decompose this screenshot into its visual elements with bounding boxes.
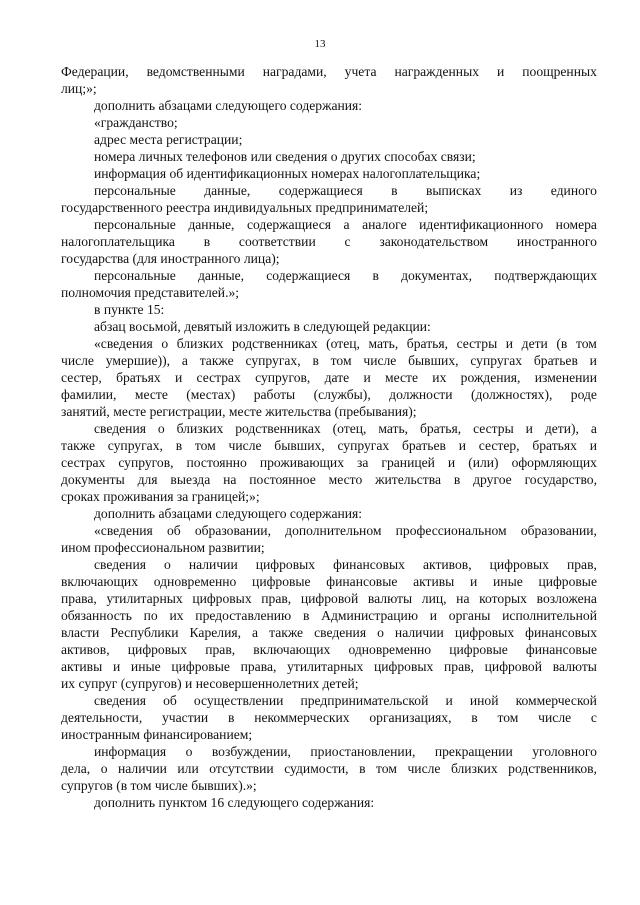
text-line: «сведения о близких родственниках (отец, мать, братья, сестры и дети (в том xyxy=(94,336,597,351)
text-line: государственного реестра индивидуальных предпринимателей; xyxy=(61,200,429,215)
text-line: их супруг (супругов) и несовершеннолетних детей; xyxy=(61,676,359,691)
text-line: дополнить пунктом 16 следующего содержания: xyxy=(94,795,375,810)
text-line: сестер, братьях и сестрах супругов, дате и месте их рождения, изменении xyxy=(61,370,597,385)
text-line: «сведения об образовании, дополнительном профессиональном образовании, xyxy=(94,523,597,538)
text-line: деятельности, участии в некоммерческих организациях, в том числе с xyxy=(61,710,597,725)
text-line: сестрах супругов, постоянно проживающих за границей и (или) оформляющих xyxy=(61,455,597,470)
text-line: супругов (в том числе бывших).»; xyxy=(61,778,257,793)
text-line: документы для выезда на постоянное место жительства в другое государство, xyxy=(61,472,597,487)
text-line: информация о возбуждении, приостановлении, прекращении уголовного xyxy=(94,744,597,759)
text-line: права, утилитарных цифровых прав, цифровой валюты лиц, на которых возложена xyxy=(61,591,597,606)
text-line: полномочия представителей.»; xyxy=(61,285,240,300)
text-line: занятий, месте регистрации, месте жительства (пребывания); xyxy=(61,404,417,419)
text-line: власти Республики Карелия, а также сведения о наличии цифровых финансовых xyxy=(61,625,597,640)
text-line: персональные данные, содержащиеся в документах, подтверждающих xyxy=(94,268,597,283)
text-line: активы и иные цифровые права, утилитарных цифровых прав, цифровой валюты xyxy=(61,659,597,674)
text-line: персональные данные, содержащиеся в выписках из единого xyxy=(94,183,597,198)
text-line: числе умершие)), а также супругах, в том числе бывших, супругах братьев и xyxy=(61,353,597,368)
text-line: дополнить абзацами следующего содержания: xyxy=(94,98,363,113)
text-line: Федерации, ведомственными наградами, учета награжденных и поощренных xyxy=(61,64,597,79)
page-number: 13 xyxy=(314,38,326,50)
document-body xyxy=(61,63,597,811)
text-line: иностранным финансированием; xyxy=(61,727,253,742)
text-line: активов, цифровых прав, включающих одновременно цифровые финансовые xyxy=(61,642,597,657)
text-line: дополнить абзацами следующего содержания: xyxy=(94,506,363,521)
text-line: информация об идентификационных номерах налогоплательщика; xyxy=(94,166,481,181)
text-line: включающих одновременно цифровые финансовые активы и иные цифровые xyxy=(61,574,597,589)
text-line: дела, о наличии или отсутствии судимости, в том числе близких родственников, xyxy=(61,761,597,776)
text-line: номера личных телефонов или сведения о других способах связи; xyxy=(94,149,476,164)
text-line: фамилии, месте (местах) работы (службы), должности (должностях), роде xyxy=(61,387,597,402)
text-line: персональные данные, содержащиеся а аналоге идентификационного номера xyxy=(94,217,597,232)
text-line: налогоплательщика в соответствии с законодательством иностранного xyxy=(61,234,597,249)
text-line: сведения об осуществлении предпринимательской и иной коммерческой xyxy=(94,693,597,708)
text-line: сведения о наличии цифровых финансовых активов, цифровых прав, xyxy=(94,557,597,572)
text-line: обязанность по их предоставлению в Администрацию и органы исполнительной xyxy=(61,608,597,623)
text-line: «гражданство; xyxy=(94,115,178,130)
text-line: ином профессиональном развитии; xyxy=(61,540,265,555)
text-line: лиц;»; xyxy=(61,81,97,96)
text-line: в пункте 15: xyxy=(94,302,165,317)
text-line: абзац восьмой, девятый изложить в следующей редакции: xyxy=(94,319,431,334)
text-line: адрес места регистрации; xyxy=(94,132,243,147)
text-line: сведения о близких родственниках (отец, мать, братья, сестры и дети), а xyxy=(94,421,597,436)
text-line: государства (для иностранного лица); xyxy=(61,251,280,266)
text-line: сроках проживания за границей;»; xyxy=(61,489,260,504)
text-line: также супругах, в том числе бывших, супругах братьев и сестер, братьях и xyxy=(61,438,597,453)
